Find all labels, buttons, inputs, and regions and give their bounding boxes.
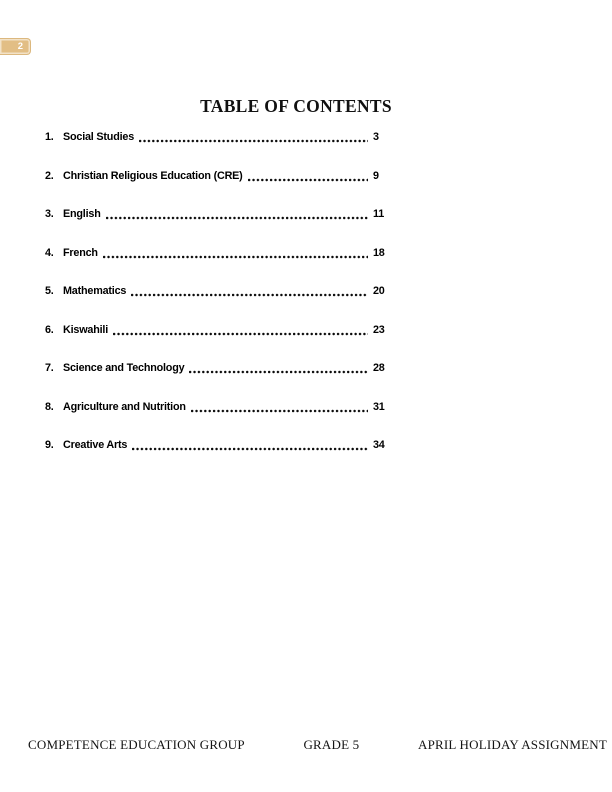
toc-item[interactable] [45,208,395,222]
toc-item-label: English [63,208,101,220]
toc-item-label: Agriculture and Nutrition [63,400,186,413]
footer-grade: GRADE 5 [303,737,360,752]
toc-leader-dots [139,139,368,143]
toc-item-number: 6. [45,323,54,336]
toc-leader-dots [113,332,368,336]
page-title: TABLE OF CONTENTS [200,96,392,116]
page-footer [28,737,607,753]
toc-item-page: 11 [373,208,385,220]
toc-item[interactable] [45,285,395,299]
toc-leader-dots [132,447,368,451]
toc-item-page: 28 [373,362,385,374]
toc-item-label: Social Studies [63,131,135,143]
toc-item-number: 1. [45,131,54,143]
toc-item-number: 2. [45,169,54,182]
toc-item-label: Christian Religious Education (CRE) [63,169,243,182]
toc-item-label: Mathematics [63,285,127,297]
toc-item[interactable] [45,439,395,453]
toc-item-number: 9. [45,439,54,451]
toc-item-page: 20 [373,285,385,297]
toc-item[interactable] [45,324,395,338]
toc-leader-dots [106,216,368,220]
toc-leader-dots [103,255,368,259]
toc-item[interactable] [45,170,395,184]
toc-item-page: 23 [373,323,385,336]
footer-organization: COMPETENCE EDUCATION GROUP [28,737,245,752]
toc-item[interactable] [45,401,395,415]
toc-item-number: 5. [45,285,54,297]
toc-item-number: 7. [45,362,54,374]
toc-item-label: Science and Technology [63,362,185,374]
toc-item-page: 31 [373,400,385,413]
toc-item-label: Creative Arts [63,439,128,451]
toc-item-page: 3 [373,131,379,143]
toc-item[interactable] [45,131,395,145]
toc-leader-dots [189,370,368,374]
toc-item-label: French [63,246,98,259]
toc-leader-dots [191,409,368,413]
toc-item-page: 34 [373,439,385,451]
toc-item-number: 8. [45,400,54,413]
toc-item-number: 3. [45,208,54,220]
page-number-badge: 2 [0,38,31,55]
table-of-contents [45,131,395,478]
toc-leader-dots [131,293,368,297]
toc-item-page: 18 [373,246,385,259]
footer-assignment: APRIL HOLIDAY ASSIGNMENT [418,737,607,752]
toc-item-page: 9 [373,169,379,182]
toc-item[interactable] [45,247,395,261]
toc-leader-dots [248,178,368,182]
toc-item-number: 4. [45,246,54,259]
toc-item-label: Kiswahili [63,323,108,336]
toc-item[interactable] [45,362,395,376]
